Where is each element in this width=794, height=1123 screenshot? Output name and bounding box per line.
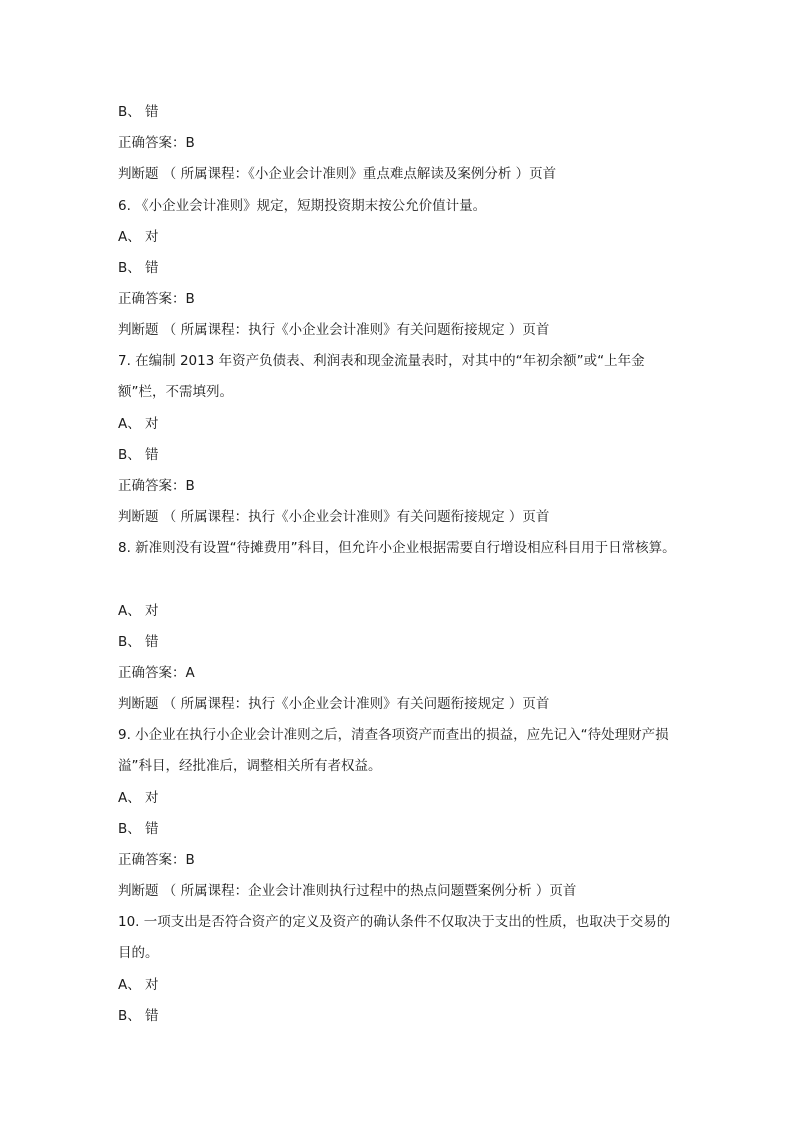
option-a: A、 对 xyxy=(118,603,159,619)
question-type-course: 判断题 （ 所属课程：执行《小企业会计准则》有关问题衔接规定 ）页首 xyxy=(118,509,550,525)
correct-answer: 正确答案：B xyxy=(118,478,195,494)
option-a: A、 对 xyxy=(118,416,159,432)
option-b: B、 错 xyxy=(118,447,159,463)
question-7-text: 7. 在编制 2013 年资产负债表、利润表和现金流量表时，对其中的“年初余额”或“上年金额”栏，不需填列。 xyxy=(118,353,645,400)
option-a: A、 对 xyxy=(118,229,159,245)
option-a: A、 对 xyxy=(118,790,159,806)
option-b: B、 错 xyxy=(118,821,159,837)
question-10-text: 10. 一项支出是否符合资产的定义及资产的确认条件不仅取决于支出的性质，也取决于交易的目的。 xyxy=(118,914,671,961)
option-b: B、 错 xyxy=(118,260,159,276)
correct-answer: 正确答案：B xyxy=(118,852,195,868)
correct-answer: 正确答案：B xyxy=(118,135,195,151)
option-b: B、 错 xyxy=(118,104,159,120)
option-b: B、 错 xyxy=(118,1008,159,1024)
question-8-text: 8. 新准则没有设置“待摊费用”科目，但允许小企业根据需要自行增设相应科目用于日常核算。 xyxy=(118,540,676,556)
question-type-course: 判断题 （ 所属课程：执行《小企业会计准则》有关问题衔接规定 ）页首 xyxy=(118,696,550,712)
correct-answer: 正确答案：A xyxy=(118,665,195,681)
question-type-course: 判断题 （ 所属课程：执行《小企业会计准则》有关问题衔接规定 ）页首 xyxy=(118,322,550,338)
option-a: A、 对 xyxy=(118,977,159,993)
correct-answer: 正确答案：B xyxy=(118,291,195,307)
question-9-text: 9. 小企业在执行小企业会计准则之后，清查各项资产而查出的损益，应先记入“待处理财产损溢”科目，经批准后，调整相关所有者权益。 xyxy=(118,727,669,774)
question-6-text: 6. 《小企业会计准则》规定，短期投资期末按公允价值计量。 xyxy=(118,198,487,214)
question-type-course: 判断题 （ 所属课程：《小企业会计准则》重点难点解读及案例分析 ）页首 xyxy=(118,166,557,182)
question-type-course: 判断题 （ 所属课程：企业会计准则执行过程中的热点问题暨案例分析 ）页首 xyxy=(118,883,577,899)
option-b: B、 错 xyxy=(118,634,159,650)
